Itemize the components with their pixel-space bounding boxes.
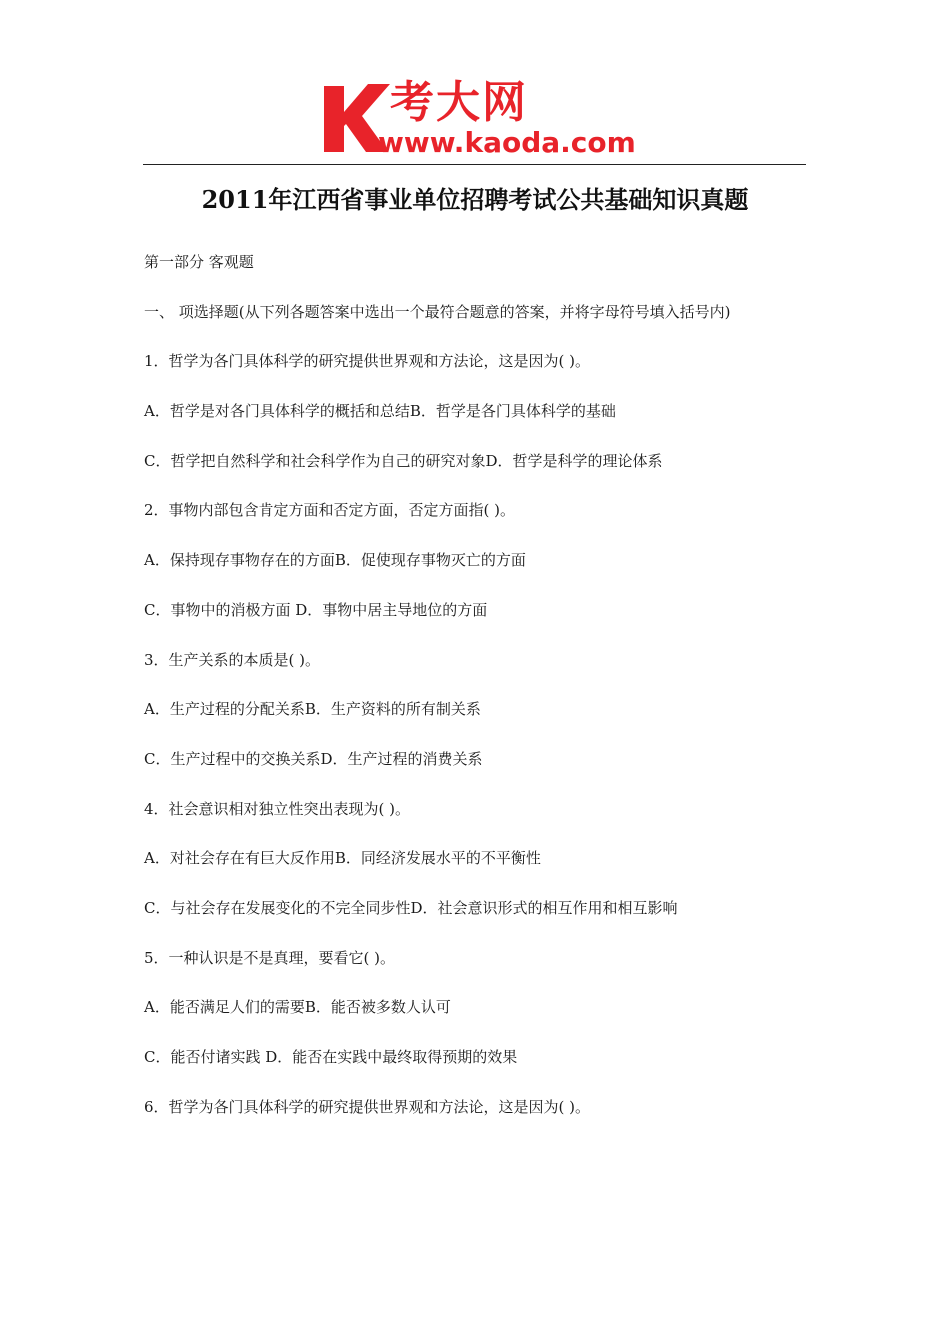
document-title: 2011年江西省事业单位招聘考试公共基础知识真题 (201, 185, 749, 214)
question-6: 6．哲学为各门具体科学的研究提供世界观和方法论，这是因为( )。 (144, 1097, 591, 1116)
question-2-options-cd: C．事物中的消极方面 D．事物中居主导地位的方面 (144, 600, 488, 619)
section-heading: 第一部分 客观题 (144, 253, 254, 271)
question-1: 1．哲学为各门具体科学的研究提供世界观和方法论，这是因为( )。 (144, 352, 591, 371)
logo-url-text: www.kaoda.com (378, 126, 636, 159)
question-1-options-cd: C．哲学把自然科学和社会科学作为自己的研究对象D．哲学是科学的理论体系 (144, 451, 663, 470)
question-1-options-ab: A．哲学是对各门具体科学的概括和总结B．哲学是各门具体科学的基础 (144, 402, 616, 421)
header-divider (143, 164, 806, 165)
document-body (144, 250, 734, 1144)
question-2: 2．事物内部包含肯定方面和否定方面，否定方面指( )。 (144, 501, 516, 520)
question-4: 4．社会意识相对独立性突出表现为( )。 (144, 799, 411, 818)
question-5-options-ab: A．能否满足人们的需要B．能否被多数人认可 (144, 998, 451, 1017)
question-5: 5．一种认识是不是真理，要看它( )。 (144, 948, 396, 967)
question-5-options-cd: C．能否付诸实践 D．能否在实践中最终取得预期的效果 (144, 1048, 518, 1066)
question-4-options-cd: C．与社会存在发展变化的不完全同步性D．社会意识形式的相互作用和相互影响 (144, 898, 678, 917)
question-3-options-cd: C．生产过程中的交换关系D．生产过程的消费关系 (144, 749, 483, 768)
question-3-options-ab: A．生产过程的分配关系B．生产资料的所有制关系 (144, 700, 481, 719)
question-instructions: 一、 项选择题(从下列各题答案中选出一个最符合题意的答案，并将字母符号填入括号内) (144, 302, 731, 321)
question-3: 3．生产关系的本质是( )。 (144, 650, 321, 669)
kaoda-logo (318, 78, 638, 160)
question-2-options-ab: A．保持现存事物存在的方面B．促使现存事物灭亡的方面 (144, 551, 526, 570)
question-4-options-ab: A．对社会存在有巨大反作用B．同经济发展水平的不平衡性 (144, 849, 541, 868)
logo-chinese-text: 考大网 (390, 77, 528, 128)
